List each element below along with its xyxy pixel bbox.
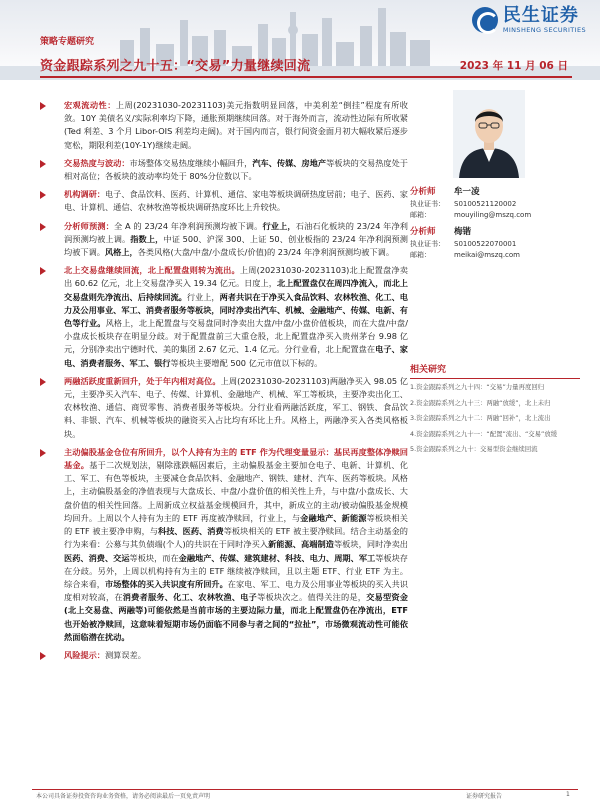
emphasis-text: 交易型资金(北上交易盘、两融等)可能依然是当前市场的主要边际力量，而北上配置盘仍在净流出，ETF 也开始被净赎回，这意味着短期市场仍面临不同参与者之间的“拉扯”，市场微观流动性可能依然面临潜在扰动。: [64, 592, 408, 642]
bullet-arrow-icon: [40, 652, 46, 660]
analyst-2-email-label: 邮箱：: [410, 251, 431, 259]
emphasis-text: 医药、消费、交运: [64, 552, 130, 563]
analyst-1-name: 牟一凌: [454, 187, 480, 197]
emphasis-text: 行业上，: [262, 220, 296, 231]
analyst-2-name-row: [410, 225, 580, 239]
bullet-arrow-icon: [40, 378, 46, 386]
analyst-2-email[interactable]: meikai@mszq.com: [454, 251, 520, 259]
emphasis-text: 指数上，: [130, 233, 164, 244]
related-research-list: [410, 382, 580, 460]
body-text: 在家电、军工、电力及公用事业等板块的买入共识度相对较高，在: [64, 578, 408, 603]
body-text: 等板块，而在: [129, 552, 179, 563]
summary-paragraph: [40, 446, 408, 644]
emphasis-text: 北上配置盘仅在周四净流入，而北上交易盘则先净流出、后持续回流。: [64, 278, 408, 302]
emphasis-text: 科技、医药、消费: [158, 526, 224, 537]
emphasis-text: 电子、家电、消费者服务、军工、银行: [64, 344, 408, 368]
logo-mark-icon: [472, 7, 498, 33]
emphasis-text: 两者共识在于净买入食品饮料、农林牧渔、化工、电力及公用事业、军工、消费者服务等板块，同时净卖出汽车、机械、金融地产、传媒、电新、有色等行业。: [64, 291, 408, 329]
report-type-label: 策略专题研究: [40, 37, 95, 47]
analyst-photo: [453, 90, 525, 178]
body-text: 市场整体交易热度继续小幅回升，: [129, 157, 253, 168]
body-text: 等板块相关的 ETF 被主要净赎回。结合主动基金的行为来看：公募与其负债端(个人)的共识在于同时净买入: [64, 526, 408, 550]
analyst-1-email-label: 邮箱：: [410, 211, 431, 219]
brand-logo: [472, 6, 586, 34]
related-research-item[interactable]: 4.资金跟踪系列之九十一：“配置”流出、“交易”放缓: [410, 429, 558, 438]
paragraph-heading: 交易热度与波动：: [64, 157, 130, 168]
body-text: 上周(20231030-20231103)两融净买入 98.05 亿元，主要净买入汽车、电子、传媒、计算机、金融地产、机械、军工等板块，主要净卖出化工、农林牧渔、通信、商贸零售、消费者服务等板块。分行业看两融活跃度，军工、钢铁、食品饮料、非银、汽车、机械等板块的融资买入占比均有环比上升。风格上，两融净买入各类风格板块。: [64, 375, 408, 439]
paragraph-heading: 宏观流动性：: [64, 100, 116, 110]
body-text: 等板块次之。值得关注的是，: [257, 592, 367, 603]
summary-paragraph: [40, 264, 408, 370]
analyst-1-email[interactable]: mouyiling@mszq.com: [454, 211, 532, 219]
summary-paragraph: [40, 157, 408, 183]
body-text: 上周(20231030-20231103)北上配置盘净卖出 60.62 亿元，北上交易盘净买入 19.34 亿元。日度上，: [64, 265, 408, 289]
related-research-item[interactable]: 3.资金跟踪系列之九十二：两融“回补”，北上流出: [410, 414, 551, 422]
emphasis-text: 金融地产、传媒、建筑建材、科技、电力、周期、军工: [178, 552, 376, 563]
analyst-2-cert-label: 执业证书：: [410, 240, 445, 248]
summary-paragraph: [40, 649, 408, 662]
body-text: 各类风格(大盘/中盘/小盘成长/价值)的 23/24 年净利润预测均被下调。: [137, 247, 395, 258]
summary-paragraph: [40, 99, 408, 152]
footer-doc-type: 证券研究报告: [466, 793, 503, 800]
body-text: 等板块主要增配 500 亿元市值以下标的。: [170, 357, 323, 368]
analyst-info: [410, 185, 580, 261]
analyst-1-role: 分析师: [410, 187, 436, 197]
analyst-1-cert: S0100521120002: [454, 200, 517, 208]
body-text: 石油石化板块的 23/24 年净利润预测均被上调。: [64, 220, 408, 244]
analyst-2-email-row: [410, 250, 580, 261]
report-summary: [40, 99, 408, 667]
analyst-2-cert-row: [410, 239, 580, 250]
bullet-arrow-icon: [40, 449, 46, 457]
body-text: 全 A 的 23/24 年净利润预测均被下调。: [113, 220, 263, 231]
title-divider: [40, 76, 572, 78]
emphasis-text: 汽车、传媒、房地产: [252, 157, 327, 168]
analyst-1-email-row: [410, 210, 580, 221]
body-text: 测算误差。: [104, 649, 146, 660]
analyst-2-name: 梅锴: [454, 227, 472, 237]
body-text: 等板块存在分歧。另外，上周以机构持有为主的 ETF 继续被净赎回，且以主题 ETF、行业 ETF 为主。综合来看，: [64, 552, 408, 589]
paragraph-heading: 主动偏股基金仓位有所回升，以个人持有为主的 ETF 作为代理变量显示：基民再度整体净赎回基金。: [64, 446, 408, 471]
related-research-item[interactable]: 1.资金跟踪系列之九十四：“交易”力量再度回归: [410, 383, 545, 391]
summary-paragraph: [40, 188, 408, 214]
bullet-arrow-icon: [40, 267, 46, 275]
summary-paragraph: [40, 220, 408, 260]
related-research-heading: 相关研究: [410, 362, 580, 379]
body-text: 基于二次规划法，剔除涨跌幅因素后，主动偏股基金主要加仓电子、电新、计算机、化工、军工、有色等板块，主要减仓食品饮料、金融地产、钢铁、建材、汽车、医药等板块。风格上，主动偏股基金的净值表现与大盘成长、中盘/小盘价值的相关性上升，与中盘/小盘成长、大盘价值的相关性回落。上周新成立权益基金规模回升，其中，新成立的主动/被动偏股基金规模均回升。上周以个人持有为主的 ETF 再度被净赎回，行业上，与: [64, 460, 408, 523]
report-title: 资金跟踪系列之九十五：“交易”力量继续回流: [40, 59, 311, 74]
bullet-arrow-icon: [40, 191, 46, 199]
body-text: 等板块相关的 ETF 被主要净申购，与: [64, 512, 408, 537]
body-text: 行业上，: [186, 291, 220, 302]
emphasis-text: 金融地产、新能源: [300, 512, 367, 523]
emphasis-text: 风格上，: [104, 247, 138, 258]
paragraph-heading: 两融活跃度重新回升，处于年内相对高位。: [64, 375, 221, 386]
report-date: 2023 年 11 月 06 日: [459, 60, 568, 72]
analyst-2-cert: S0100522070001: [454, 240, 517, 248]
body-text: 风格上，北上配置盘与交易盘同时净卖出大盘/中盘/小盘价值板块，而在大盘/中盘/小盘成长板块存在明显分歧。对于配置盘前三大重仓股，北上配置盘净买入贵州茅台 9.98 亿元，分别净卖出宁德时代、美的集团 2.67 亿元、1.4 亿元。分行业看，北上配置盘在: [64, 318, 408, 355]
page-number: 1: [566, 791, 570, 798]
body-text: 上周(20231030-20231103)美元指数明显回落，中美利差“倒挂”程度有所收敛。10Y 美债名义/实际利率均下降，通胀预期继续回落。对于海外而言，流动性边际有所收紧(Ted 利差、3 个月 Libor-OIS 利差均走阔)。对于国内而言，银行间资金面月初大幅收紧后逐步宽松，期限利差(10Y-1Y)继续走阔。: [64, 100, 408, 150]
footer-disclaimer: 本公司具备证券投资咨询业务资格，请务必阅读最后一页免责声明: [36, 793, 211, 800]
summary-paragraph: [40, 375, 408, 441]
body-text: 等板块的交易热度处于相对高位；各板块的波动率均处于 80%分位数以下。: [64, 157, 408, 182]
logo-text-cn: 民生证券: [502, 5, 579, 26]
analyst-1-cert-label: 执业证书：: [410, 200, 445, 208]
body-text: 等板块，同时净卖出: [333, 539, 408, 550]
paragraph-heading: 北上交易盘继续回流，北上配置盘则转为流出。: [64, 265, 240, 276]
body-text: 中证 500、沪深 300、上证 50、创业板指的 23/24 年净利润预测均被下调。: [64, 233, 408, 258]
emphasis-text: 新能源、高端制造: [268, 539, 334, 550]
logo-text-en: MINSHENG SECURITIES: [502, 26, 586, 34]
paragraph-heading: 风险提示：: [64, 649, 105, 660]
bullet-arrow-icon: [40, 160, 46, 168]
body-text: 电子、食品饮料、医药、计算机、通信、家电等板块调研热度居前；电子、医药、家电、计算机、通信、农林牧渔等板块调研热度环比上升较快。: [64, 189, 408, 213]
emphasis-text: 消费者服务、化工、农林牧渔、电子: [122, 592, 258, 603]
analyst-2-role: 分析师: [410, 227, 436, 237]
related-research-item[interactable]: 2.资金跟踪系列之九十三：两融“放缓”，北上未归: [410, 398, 551, 407]
emphasis-text: 市场整体的买入共识度有所回升。: [104, 578, 228, 589]
bullet-arrow-icon: [40, 102, 46, 110]
paragraph-heading: 机构调研：: [64, 189, 105, 200]
analyst-1-cert-row: [410, 199, 580, 210]
bullet-arrow-icon: [40, 223, 46, 231]
footer-divider: [32, 789, 578, 790]
analyst-1-name-row: [410, 185, 580, 199]
related-research-item[interactable]: 5.资金跟踪系列之九十：交易型资金继续回流: [410, 445, 538, 453]
paragraph-heading: 分析师预测：: [64, 220, 114, 231]
